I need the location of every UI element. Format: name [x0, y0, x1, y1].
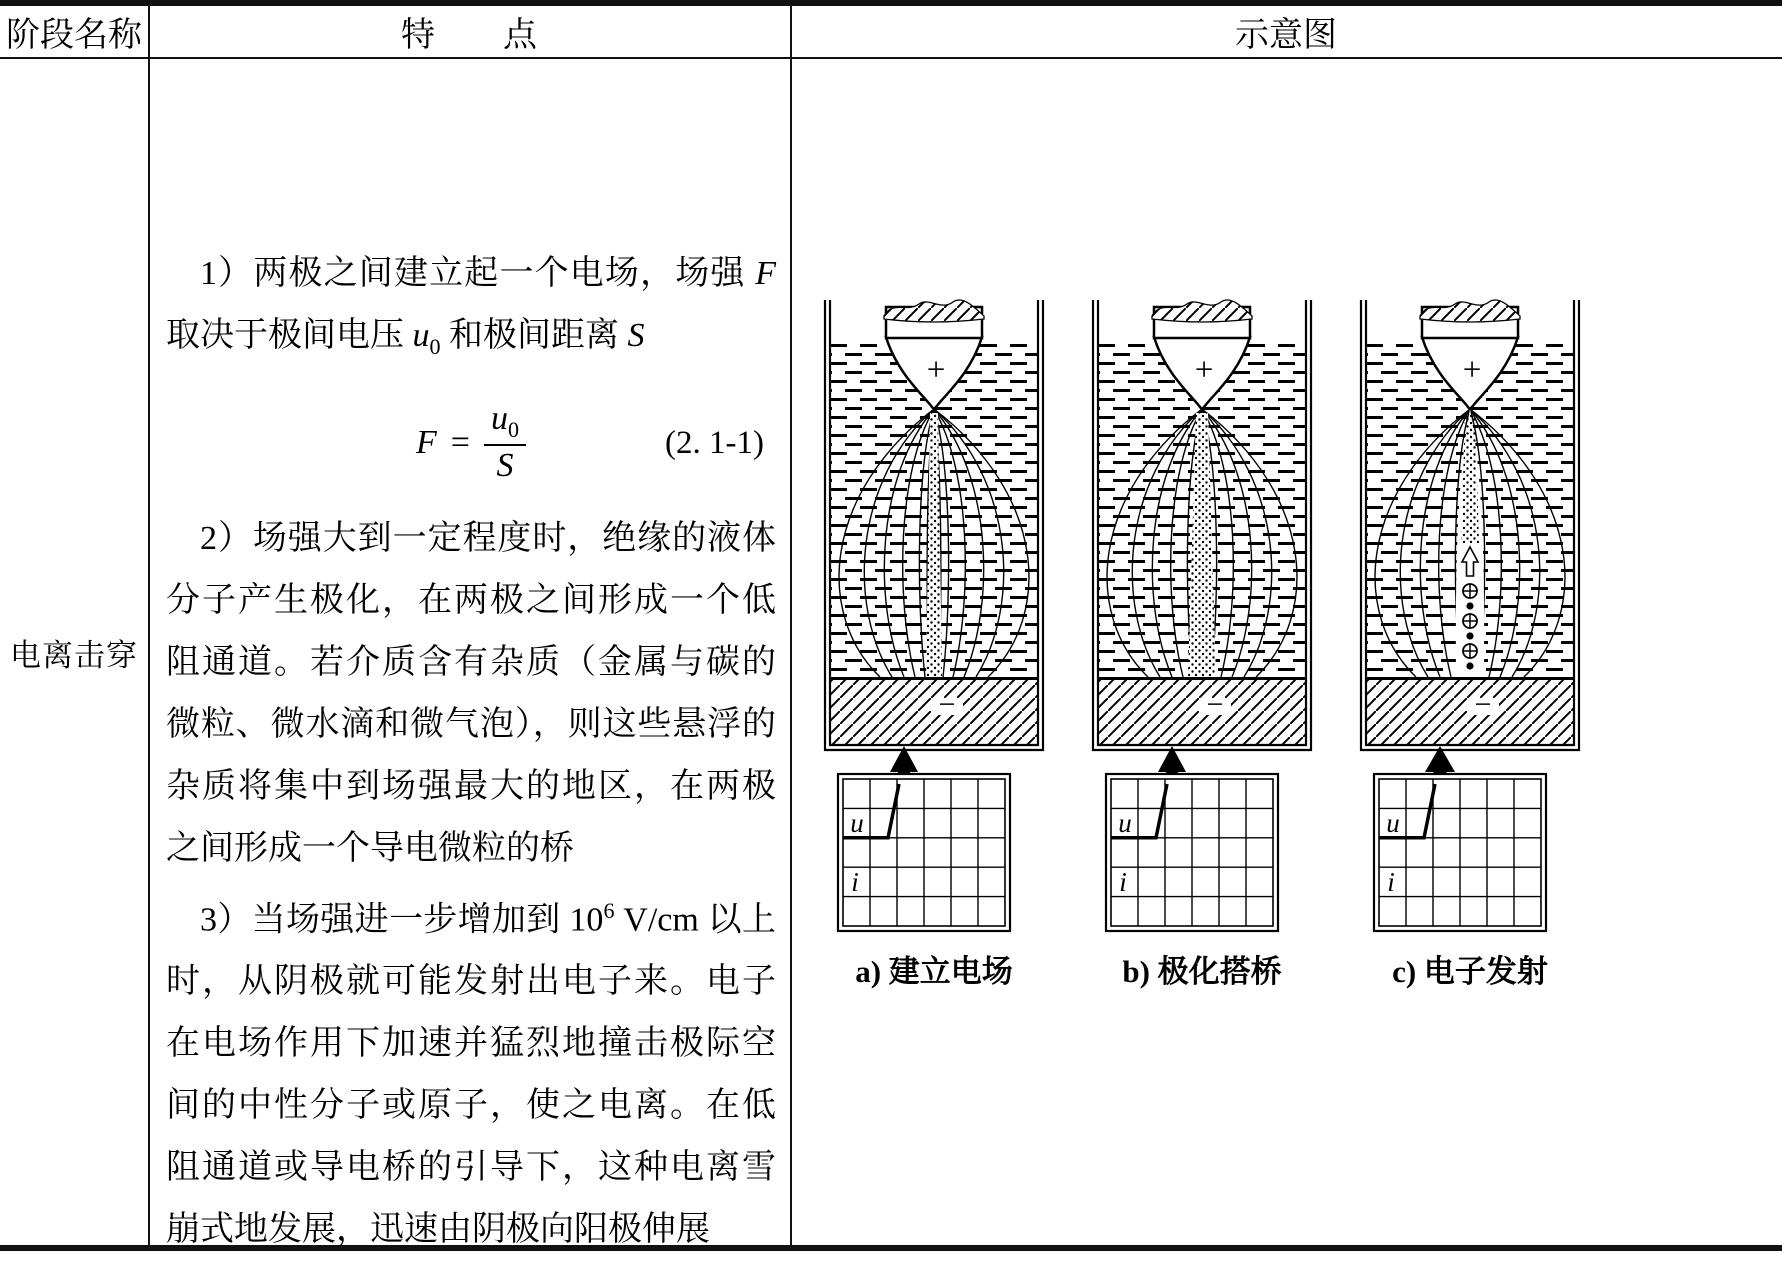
workpiece-minus-sign: −	[938, 688, 956, 721]
electron-icon	[1466, 632, 1473, 639]
diagram-a-field-buildup	[814, 295, 1054, 991]
current-label: i	[1119, 867, 1127, 897]
features-paragraph-2: 2）场强大到一定程度时，绝缘的液体分子产生极化，在两极之间形成一个低阻通道。若介质含有杂质（金属与碳的微粒、微水滴和微气泡），则这些悬浮的杂质将集中到场强最大的地区，在两极之间形成一个导电微粒的桥	[166, 519, 776, 867]
header-features: 特 点	[401, 17, 537, 54]
current-label: i	[1387, 867, 1395, 897]
workpiece	[1366, 677, 1574, 745]
electrode-plus-sign: +	[926, 352, 946, 388]
electrode-plus-sign: +	[1194, 352, 1214, 388]
electrode-break-hatch	[1152, 300, 1252, 322]
fraction-numerator: $u_0$	[484, 400, 526, 446]
workpiece	[1098, 677, 1306, 745]
oscillogram	[1106, 774, 1278, 931]
formula-equals: =	[450, 423, 470, 461]
electrode-break-hatch	[884, 300, 984, 322]
formula-expression	[416, 400, 526, 485]
fraction-denominator: S	[496, 447, 514, 485]
stage-name-cell: 电离击穿	[10, 637, 138, 673]
positive-ion-icon	[1463, 584, 1477, 598]
formula-lhs: F	[415, 423, 437, 461]
schematic-cell	[792, 59, 1782, 1245]
oscillogram	[1374, 774, 1546, 931]
diagram-b-polarization-bridge	[1082, 295, 1322, 991]
diagram-b-caption: b) 极化搭桥	[1122, 954, 1282, 989]
diagram-a-caption: a) 建立电场	[855, 954, 1013, 989]
header-schematic: 示意图	[1235, 17, 1337, 54]
diagram-c-caption: c) 电子发射	[1392, 954, 1548, 989]
diagrams-row	[814, 295, 1590, 991]
positive-ion-icon	[1463, 644, 1477, 658]
current-label: i	[851, 867, 859, 897]
equation-number: (2. 1-1)	[665, 424, 764, 461]
voltage-label: u	[850, 808, 864, 838]
edm-tank-diagram-a	[814, 295, 1054, 940]
edm-tank-diagram-b	[1082, 295, 1322, 940]
formula-fraction	[484, 400, 526, 485]
table-header-row	[0, 6, 1782, 59]
workpiece-minus-sign: −	[1474, 688, 1492, 721]
positive-ion-icon	[1463, 614, 1477, 628]
electron-icon	[1466, 602, 1473, 609]
features-cell	[150, 59, 790, 1249]
formula-2-1-1	[166, 380, 776, 506]
workpiece-minus-sign: −	[1206, 688, 1224, 721]
diagram-c-electron-emission	[1350, 295, 1590, 991]
voltage-label: u	[1386, 808, 1400, 838]
electrode-plus-sign: +	[1462, 352, 1482, 388]
features-paragraph-3: 3）当场强进一步增加到 $10^6$ V/cm 以上时，从阴极就可能发射出电子来。电子在电场作用下加速并猛烈地撞击极际空间的中性分子或原子，使之电离。在低阻通道或导电桥的引导下，这种电离雪崩式地发展，迅速由阴极向阳极伸展	[166, 897, 777, 1249]
electron-icon	[1466, 662, 1473, 669]
voltage-label: u	[1118, 808, 1132, 838]
features-paragraph-1: 1）两极之间建立起一个电场，场强 F 取决于极间电压 $u_0$ 和极间距离 S	[166, 255, 776, 359]
workpiece	[830, 677, 1038, 745]
electrode-break-hatch	[1420, 300, 1520, 322]
header-stage-name: 阶段名称	[6, 17, 142, 54]
edm-tank-diagram-c	[1350, 295, 1590, 940]
oscillogram	[838, 774, 1010, 931]
